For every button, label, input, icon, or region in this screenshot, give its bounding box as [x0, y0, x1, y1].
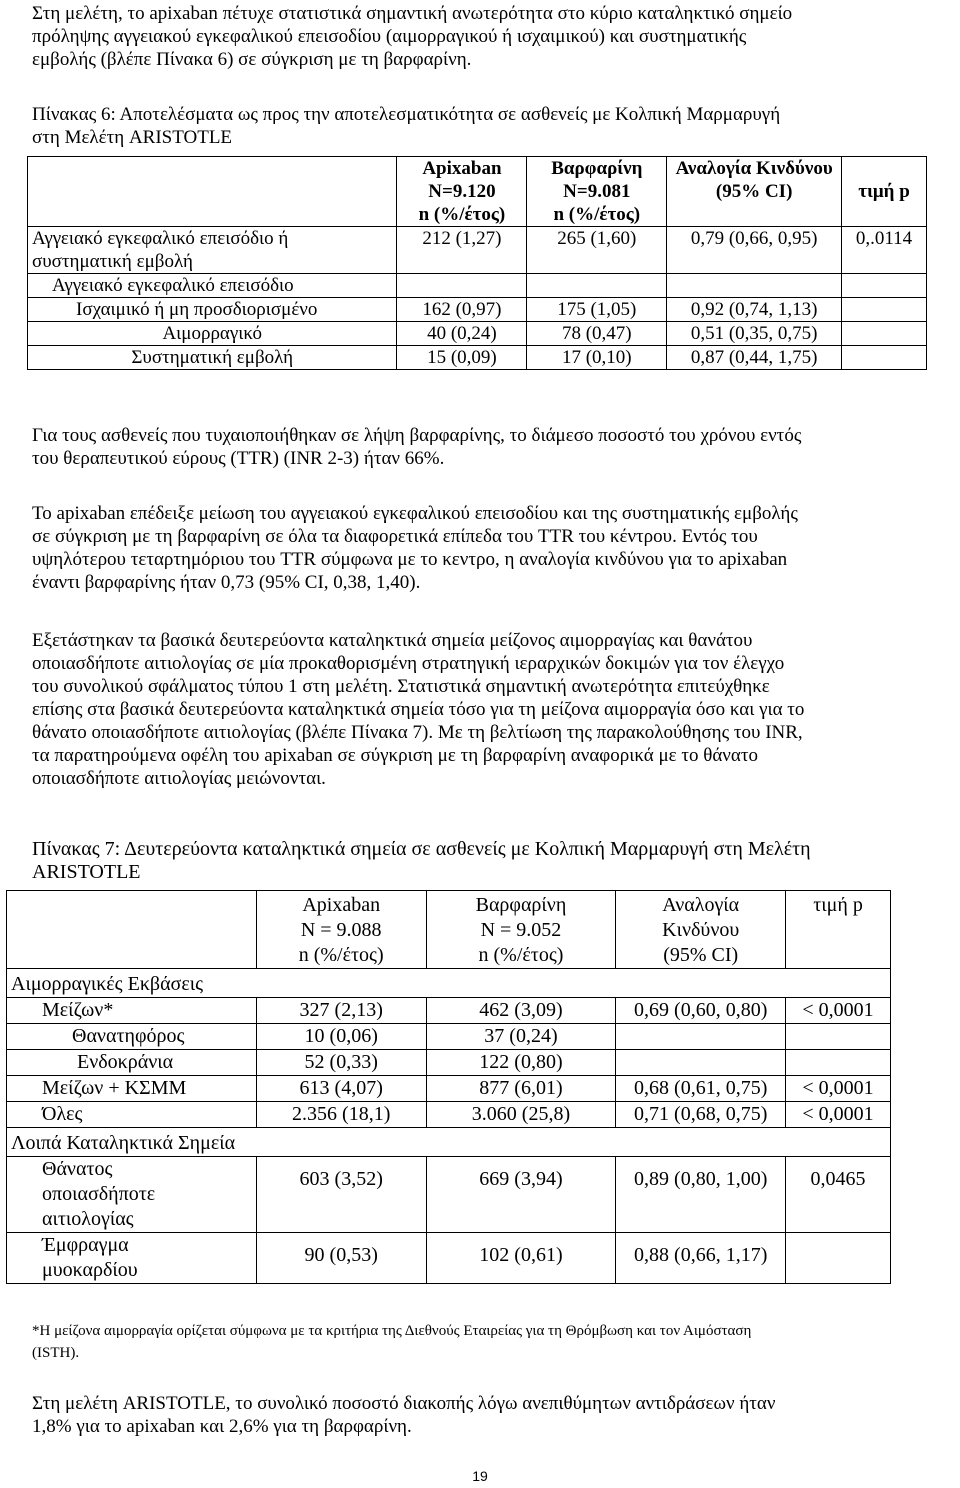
cell-warfarin: 877 (6,01): [426, 1076, 616, 1102]
row-label: [7, 1157, 257, 1233]
cell-warfarin: 17 (0,10): [527, 346, 667, 370]
table-row: [28, 227, 927, 274]
cell-warfarin: 37 (0,24): [426, 1024, 616, 1050]
cell-apixaban: 15 (0,09): [397, 346, 527, 370]
header-line: n (%/έτος): [418, 204, 506, 225]
row-label: Αγγειακό εγκεφαλικό επεισόδιο: [28, 274, 397, 298]
table-row: [7, 998, 891, 1024]
table-header-row: [7, 891, 891, 969]
cell-warfarin: [527, 274, 667, 298]
text-line: επίσης στα βασικά δευτερεύοντα καταληκτικά σημεία τόσο για τη μείζονα αιμορραγία όσο και για το: [32, 699, 805, 720]
cell-p-value: < 0,0001: [786, 1076, 891, 1102]
cell-p-value: [786, 1233, 891, 1284]
table-row: [7, 1050, 891, 1076]
cell-warfarin: 175 (1,05): [527, 298, 667, 322]
cell-p-value: [786, 1024, 891, 1050]
text-line: υψηλότερου τεταρτημόριου του TTR σύμφωνα με το κεντρο, η αναλογία κινδύνου για το apixaban: [32, 549, 788, 570]
text-line: Στη μελέτη, το apixaban πέτυχε στατιστικά σημαντική ανωτερότητα στο κύριο καταληκτικό σημείο: [32, 3, 793, 24]
cell-apixaban: 2.356 (18,1): [256, 1102, 426, 1128]
table-row: [7, 1157, 891, 1233]
cell-warfarin: 122 (0,80): [426, 1050, 616, 1076]
header-line: n (%/έτος): [478, 944, 564, 966]
cell-apixaban: [397, 274, 527, 298]
header-p-value: τιμή p: [786, 891, 891, 969]
cell-hazard-ratio: 0,88 (0,66, 1,17): [616, 1233, 786, 1284]
header-line: N=9.120: [428, 181, 496, 202]
header-line: N = 9.088: [300, 919, 382, 941]
row-label: Όλες: [7, 1102, 257, 1128]
cell-p-value: [842, 322, 927, 346]
table-row: [7, 1233, 891, 1284]
text-line: Στη μελέτη ARISTOTLE, το συνολικό ποσοστό διακοπής λόγω ανεπιθύμητων αντιδράσεων ήταν: [32, 1393, 776, 1414]
page-number: 19: [472, 1468, 488, 1484]
cell-p-value: < 0,0001: [786, 1102, 891, 1128]
table-row: [7, 1024, 891, 1050]
cell-apixaban: 603 (3,52): [256, 1157, 426, 1233]
header-line: Αναλογία: [662, 894, 740, 916]
discontinuation-paragraph: [32, 1392, 932, 1438]
row-label: Μείζων + ΚΣΜΜ: [7, 1076, 257, 1102]
row-label: Συστηματική εμβολή: [28, 346, 397, 370]
table-row: [7, 1102, 891, 1128]
table6-caption: [32, 103, 932, 149]
header-line: Αναλογία Κινδύνου: [675, 158, 833, 179]
section-row: [7, 969, 891, 998]
section-other-endpoints: Λοιπά Καταληκτικά Σημεία: [7, 1128, 891, 1157]
cell-warfarin: 265 (1,60): [527, 227, 667, 274]
header-line: N=9.081: [563, 181, 631, 202]
header-line: n (%/έτος): [298, 944, 384, 966]
table-row: [28, 274, 927, 298]
cell-warfarin: 462 (3,09): [426, 998, 616, 1024]
cell-apixaban: 162 (0,97): [397, 298, 527, 322]
ttr-quartile-paragraph: [32, 502, 932, 594]
header-line: Apixaban: [422, 158, 502, 179]
row-label: Θανατηφόρος: [7, 1024, 257, 1050]
text-line: ARISTOTLE: [32, 861, 141, 883]
table7-caption: [32, 838, 932, 884]
row-label: Ενδοκράνια: [7, 1050, 257, 1076]
cell-warfarin: 102 (0,61): [426, 1233, 616, 1284]
cell-p-value: [842, 298, 927, 322]
table-header-row: [28, 157, 927, 227]
header-apixaban: [256, 891, 426, 969]
text-line: Το apixaban επέδειξε μείωση του αγγειακού εγκεφαλικού επεισοδίου και της συστηματικής εμβολής: [32, 503, 798, 524]
footnote-line: *Η μείζονα αιμορραγία ορίζεται σύμφωνα με τα κριτήρια της Διεθνούς Εταιρείας για τη Θρόμβωση και τον Αιμόσταση: [32, 1323, 752, 1339]
header-line: Βαρφαρίνη: [551, 158, 643, 179]
text-line: στη Μελέτη ARISTOTLE: [32, 127, 233, 148]
intro-paragraph: [32, 2, 932, 71]
text-line: Για τους ασθενείς που τυχαιοποιήθηκαν σε λήψη βαρφαρίνης, το διάμεσο ποσοστό του χρόνου εντός: [32, 425, 802, 446]
cell-hazard-ratio: 0,89 (0,80, 1,00): [616, 1157, 786, 1233]
label-line: Έμφραγμα: [42, 1234, 129, 1256]
header-empty: [28, 157, 397, 227]
cell-warfarin: 78 (0,47): [527, 322, 667, 346]
text-line: πρόληψης αγγειακού εγκεφαλικού επεισοδίου (αιμορραγικού ή ισχαιμικού) και συστηματικής: [32, 26, 747, 47]
cell-warfarin: 669 (3,94): [426, 1157, 616, 1233]
cell-hazard-ratio: 0,69 (0,60, 0,80): [616, 998, 786, 1024]
label-line: μυοκαρδίου: [42, 1259, 138, 1281]
cell-hazard-ratio: 0,87 (0,44, 1,75): [667, 346, 842, 370]
cell-hazard-ratio: 0,92 (0,74, 1,13): [667, 298, 842, 322]
text-line: θάνατο οποιασδήποτε αιτιολογίας (βλέπε Πίνακα 7). Με τη βελτίωση της παρακολούθησης του INR,: [32, 722, 803, 743]
header-line: (95% CI): [663, 944, 739, 966]
cell-hazard-ratio: [616, 1050, 786, 1076]
row-label: [7, 1233, 257, 1284]
cell-hazard-ratio: 0,68 (0,61, 0,75): [616, 1076, 786, 1102]
table6: [27, 156, 927, 370]
table-row: [28, 322, 927, 346]
header-line: n (%/έτος): [553, 204, 641, 225]
text-line: Εξετάστηκαν τα βασικά δευτερεύοντα καταληκτικά σημεία μείζονος αιμορραγίας και θανάτου: [32, 630, 753, 651]
cell-apixaban: 90 (0,53): [256, 1233, 426, 1284]
header-line: Κινδύνου: [662, 919, 740, 941]
cell-p-value: [786, 1050, 891, 1076]
header-hazard-ratio: [616, 891, 786, 969]
cell-hazard-ratio: 0,79 (0,66, 0,95): [667, 227, 842, 274]
cell-apixaban: 40 (0,24): [397, 322, 527, 346]
header-line: Apixaban: [302, 894, 381, 916]
header-line: N = 9.052: [480, 919, 562, 941]
text-line: έναντι βαρφαρίνης ήταν 0,73 (95% CI, 0,38, 1,40).: [32, 572, 421, 593]
table7: [6, 890, 891, 1284]
section-row: [7, 1128, 891, 1157]
label-line: Θάνατος: [42, 1158, 113, 1180]
text-line: Πίνακας 6: Αποτελέσματα ως προς την αποτελεσματικότητα σε ασθενείς με Κολπική Μαρμαρυγή: [32, 104, 781, 125]
cell-apixaban: 52 (0,33): [256, 1050, 426, 1076]
text-line: Πίνακας 7: Δευτερεύοντα καταληκτικά σημεία σε ασθενείς με Κολπική Μαρμαρυγή στη Μελέτη: [32, 838, 811, 860]
header-line: Βαρφαρίνη: [475, 894, 567, 916]
label-line: αιτιολογίας: [42, 1208, 134, 1230]
header-warfarin: [426, 891, 616, 969]
text-line: τα παρατηρούμενα οφέλη του apixaban σε σύγκριση με τη βαρφαρίνη αναφορικά με το θάνατο: [32, 745, 758, 766]
header-warfarin: [527, 157, 667, 227]
cell-hazard-ratio: 0,51 (0,35, 0,75): [667, 322, 842, 346]
row-label: Ισχαιμικό ή μη προσδιορισμένο: [28, 298, 397, 322]
cell-p-value: 0,0465: [786, 1157, 891, 1233]
row-label: Αγγειακό εγκεφαλικό επεισόδιο ή συστηματική εμβολή: [28, 227, 397, 274]
cell-hazard-ratio: [616, 1024, 786, 1050]
header-empty: [7, 891, 257, 969]
cell-p-value: [842, 274, 927, 298]
text-line: σε σύγκριση με τη βαρφαρίνη σε όλα τα διαφορετικά επίπεδα του TTR του κέντρου. Εντός του: [32, 526, 758, 547]
text-line: οποιασδήποτε αιτιολογίας σε μία προκαθορισμένη στρατηγική ιεραρχικών δοκιμών για τον έλεγχο: [32, 653, 785, 674]
table-row: [28, 298, 927, 322]
header-apixaban: [397, 157, 527, 227]
text-line: του συνολικού σφάλματος τύπου 1 στη μελέτη. Στατιστικά σημαντική ανωτερότητα επιτεύχθηκε: [32, 676, 770, 697]
text-line: εμβολής (βλέπε Πίνακα 6) σε σύγκριση με τη βαρφαρίνη.: [32, 49, 472, 70]
table7-footnote: [32, 1320, 751, 1364]
cell-apixaban: 212 (1,27): [397, 227, 527, 274]
text-line: του θεραπευτικού εύρους (TTR) (INR 2-3) ήταν 66%.: [32, 448, 445, 469]
table-row: [28, 346, 927, 370]
footnote-line: (ISTH).: [32, 1345, 80, 1361]
label-line: οποιασδήποτε: [42, 1183, 156, 1205]
cell-apixaban: 327 (2,13): [256, 998, 426, 1024]
header-hazard-ratio: [667, 157, 842, 227]
cell-p-value: [842, 346, 927, 370]
text-line: οποιασδήποτε αιτιολογίας μειώνονται.: [32, 768, 326, 789]
header-line: (95% CI): [715, 181, 793, 202]
cell-p-value: < 0,0001: [786, 998, 891, 1024]
section-hemorrhagic-outcomes: Αιμορραγικές Εκβάσεις: [7, 969, 891, 998]
cell-apixaban: 10 (0,06): [256, 1024, 426, 1050]
cell-hazard-ratio: [667, 274, 842, 298]
cell-warfarin: 3.060 (25,8): [426, 1102, 616, 1128]
header-p-value: τιμή p: [842, 157, 927, 227]
secondary-endpoints-paragraph: [32, 629, 932, 790]
ttr-paragraph: [32, 424, 932, 470]
cell-hazard-ratio: 0,71 (0,68, 0,75): [616, 1102, 786, 1128]
text-line: 1,8% για το apixaban και 2,6% για τη βαρφαρίνη.: [32, 1416, 412, 1437]
cell-p-value: 0,.0114: [842, 227, 927, 274]
cell-apixaban: 613 (4,07): [256, 1076, 426, 1102]
row-label: Αιμορραγικό: [28, 322, 397, 346]
table-row: [7, 1076, 891, 1102]
row-label: Μείζων*: [7, 998, 257, 1024]
